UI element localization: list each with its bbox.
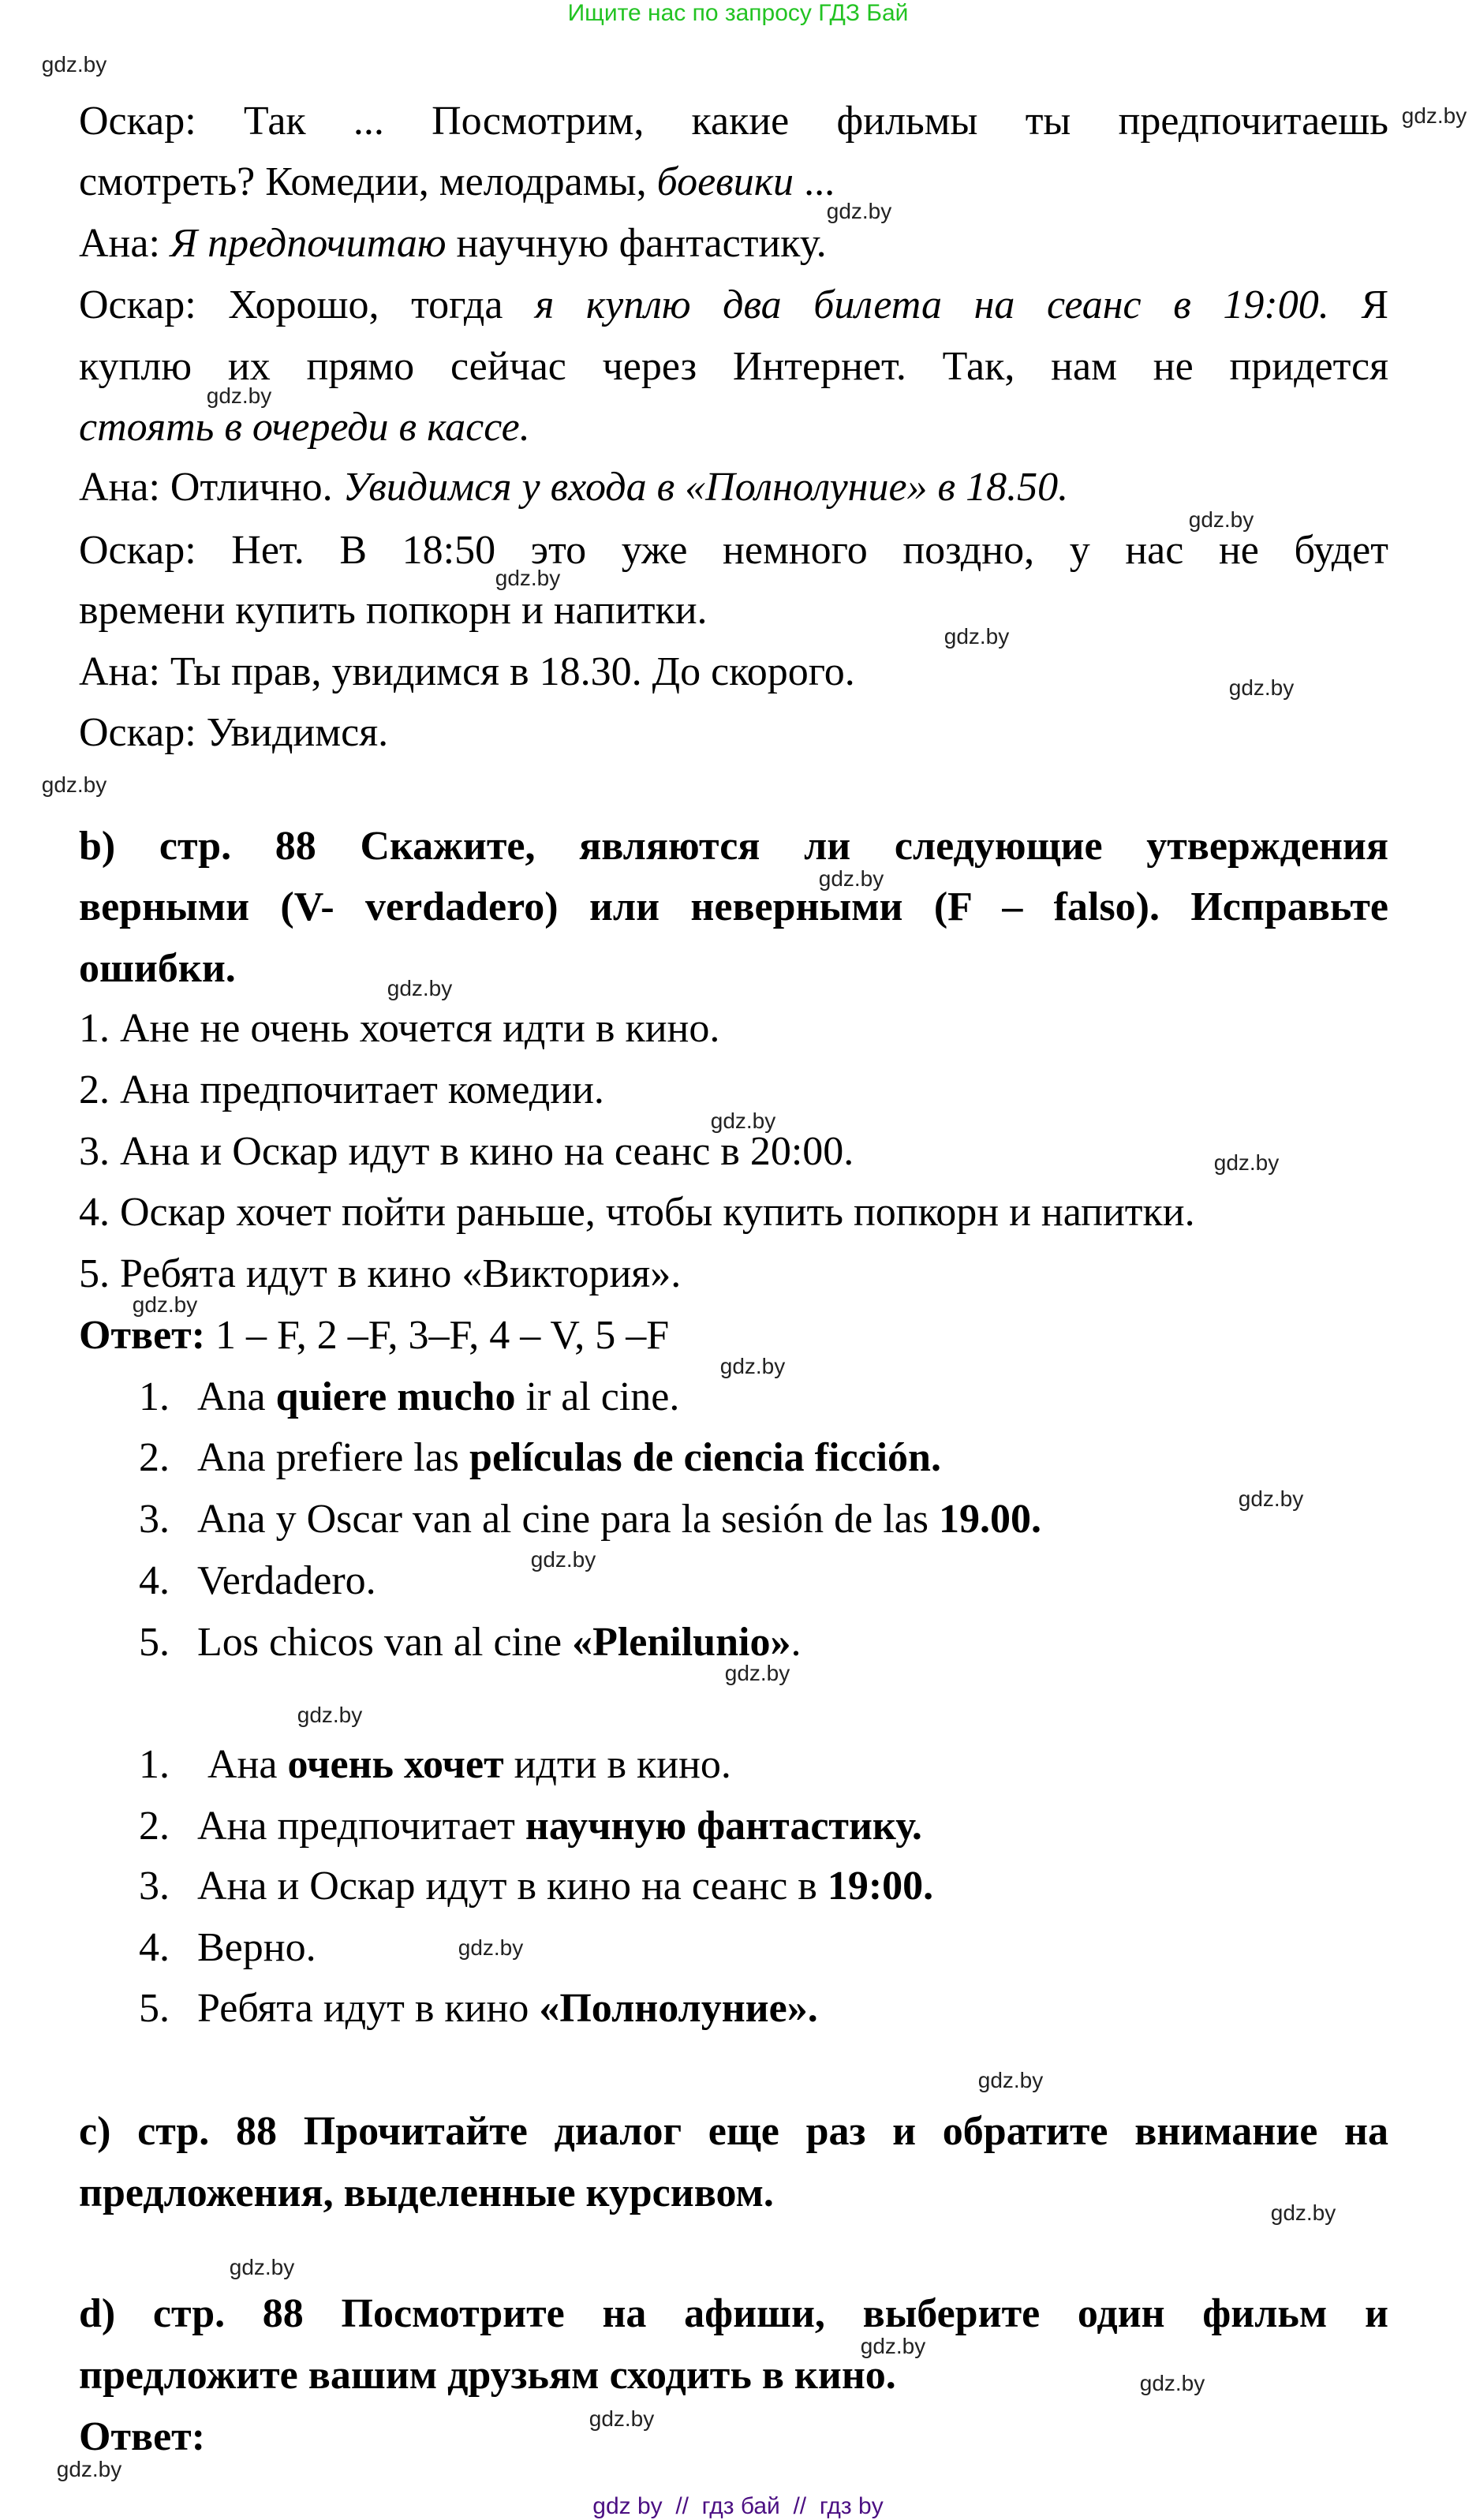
watermark: gdz.by bbox=[229, 2255, 295, 2279]
italic-text: стоять в очереди в кассе. bbox=[79, 405, 530, 450]
watermark: gdz.by bbox=[56, 2457, 122, 2481]
bold-text: películas de ciencia ficción. bbox=[469, 1435, 941, 1480]
bold-text: ошибки. bbox=[79, 946, 236, 991]
text-line bbox=[79, 339, 1388, 394]
watermark: gdz.by bbox=[387, 976, 453, 1000]
text-line bbox=[79, 819, 1388, 874]
text: Верно. bbox=[197, 1925, 316, 1970]
text: Verdadero. bbox=[197, 1558, 376, 1603]
text-line bbox=[79, 705, 1388, 761]
search-banner: Ищите нас по запросу ГДЗ Бай bbox=[567, 0, 909, 26]
text: Ana prefiere las bbox=[197, 1435, 470, 1480]
text: Ана предпочитает bbox=[197, 1804, 525, 1849]
bold-text: научную фантастику. bbox=[525, 1804, 922, 1849]
text-line bbox=[79, 1185, 1388, 1240]
text: Ана: bbox=[79, 221, 170, 266]
watermark: gdz.by bbox=[41, 52, 107, 77]
watermark: gdz.by bbox=[458, 1935, 524, 1960]
text: 2. Ана предпочитает комедии. bbox=[79, 1067, 604, 1112]
text: научную фантастику. bbox=[446, 221, 827, 266]
watermark: gdz.by bbox=[132, 1292, 198, 1317]
bold-text: 19:00. bbox=[827, 1864, 934, 1909]
italic-text: боевики bbox=[656, 159, 794, 204]
list-number: 2. bbox=[139, 1804, 170, 1849]
text: Ana y Oscar van al cine para la sesión de las bbox=[197, 1497, 939, 1542]
text: куплю их прямо сейчас через Интернет. Так, нам не придется bbox=[79, 344, 1388, 389]
text: 4. Оскар хочет пойти раньше, чтобы купить попкорн и напитки. bbox=[79, 1190, 1195, 1235]
watermark: gdz.by bbox=[860, 2334, 926, 2358]
text: Ана: Ты прав, увидимся в 18.30. До скорого. bbox=[79, 649, 855, 694]
list-number: 1. bbox=[139, 1374, 170, 1419]
text-line bbox=[79, 2166, 1388, 2221]
watermark: gdz.by bbox=[710, 1109, 776, 1133]
list-number: 1. bbox=[139, 1742, 170, 1787]
text: Оскар: Так ... Посмотрим, какие фильмы ты предпочитаешь bbox=[79, 99, 1388, 144]
text-line bbox=[79, 94, 1388, 149]
text-line bbox=[79, 1001, 1388, 1056]
list-number: 2. bbox=[139, 1435, 170, 1480]
bold-text: quiere mucho bbox=[275, 1374, 516, 1419]
text-line bbox=[79, 583, 1388, 638]
list-number: 3. bbox=[139, 1497, 170, 1542]
watermark: gdz.by bbox=[495, 566, 561, 590]
list-number: 3. bbox=[139, 1864, 170, 1909]
text-line bbox=[139, 1981, 1385, 2036]
text-line bbox=[139, 1737, 1385, 1793]
text: Ребята идут в кино bbox=[197, 1986, 540, 2031]
text: Ана: Отлично. bbox=[79, 465, 343, 510]
watermark: gdz.by bbox=[297, 1703, 363, 1727]
watermark: gdz.by bbox=[977, 2068, 1044, 2092]
text-line bbox=[139, 1799, 1385, 1854]
text-line bbox=[139, 1492, 1385, 1547]
text-line bbox=[79, 216, 1388, 271]
text: Оскар: Нет. В 18:50 это уже немного поздно, у нас не будет bbox=[79, 528, 1388, 573]
list-number: 5. bbox=[139, 1620, 170, 1665]
watermark: gdz.by bbox=[589, 2406, 655, 2431]
watermark: gdz.by bbox=[826, 199, 892, 223]
italic-text: я куплю два билета на сеанс в 19:00. bbox=[535, 282, 1329, 327]
bold-text: 19.00. bbox=[938, 1497, 1041, 1542]
text: Оскар: Увидимся. bbox=[79, 710, 389, 755]
text: Ana bbox=[197, 1374, 276, 1419]
bold-text: предложения, выделенные курсивом. bbox=[79, 2170, 774, 2215]
bold-text: Ответ: bbox=[79, 1313, 206, 1358]
watermark: gdz.by bbox=[1228, 675, 1295, 700]
watermark: gdz.by bbox=[1213, 1150, 1280, 1175]
watermark: gdz.by bbox=[530, 1547, 596, 1572]
watermark: gdz.by bbox=[1270, 2200, 1336, 2225]
bold-text: Ответ: bbox=[79, 2414, 206, 2459]
watermark: gdz.by bbox=[206, 383, 272, 408]
bold-text: «Полнолуние». bbox=[539, 1986, 818, 2031]
text-line bbox=[79, 2410, 1388, 2465]
text-line bbox=[139, 1554, 1385, 1609]
list-number: 4. bbox=[139, 1925, 170, 1970]
watermark: gdz.by bbox=[944, 624, 1010, 649]
text-line bbox=[139, 1859, 1385, 1914]
watermark: gdz.by bbox=[818, 866, 884, 891]
text-line bbox=[79, 155, 1388, 210]
text: времени купить попкорн и напитки. bbox=[79, 588, 708, 633]
watermark: gdz.by bbox=[41, 772, 107, 797]
watermark: gdz.by bbox=[1188, 507, 1254, 532]
bold-text: «Plenilunio» bbox=[572, 1620, 791, 1665]
watermark: gdz.by bbox=[1238, 1486, 1304, 1511]
text-line bbox=[79, 880, 1388, 935]
text-line bbox=[79, 278, 1388, 333]
text-line bbox=[139, 1920, 1385, 1976]
text: Ана и Оскар идут в кино на сеанс в bbox=[197, 1864, 828, 1909]
text-line bbox=[79, 645, 1388, 700]
text: 1. Ане не очень хочется идти в кино. bbox=[79, 1006, 720, 1051]
text: смотреть? Комедии, мелодрамы, bbox=[79, 159, 657, 204]
italic-text: Я предпочитаю bbox=[170, 221, 447, 266]
text: ... bbox=[794, 159, 835, 204]
list-number: 4. bbox=[139, 1558, 170, 1603]
text: Оскар: Хорошо, тогда bbox=[79, 282, 536, 327]
text-line bbox=[139, 1430, 1385, 1486]
text: ir al cine. bbox=[515, 1374, 680, 1419]
bold-text: очень хочет bbox=[287, 1742, 504, 1787]
text: 5. Ребята идут в кино «Виктория». bbox=[79, 1251, 682, 1296]
text: . bbox=[790, 1620, 802, 1665]
text-line bbox=[79, 2286, 1388, 2342]
watermark: gdz.by bbox=[719, 1354, 786, 1378]
text: 1 – F, 2 –F, 3–F, 4 – V, 5 –F bbox=[205, 1313, 670, 1358]
text-line bbox=[79, 941, 1388, 996]
italic-text: Увидимся у входа в «Полнолуние» в 18.50. bbox=[342, 465, 1069, 510]
text-line bbox=[79, 2104, 1388, 2159]
bold-text: верными (V- verdadero) или неверными (F – falso). Исправьте bbox=[79, 884, 1388, 929]
bold-text: c) стр. 88 Прочитайте диалог еще раз и обратите внимание на bbox=[79, 2109, 1388, 2154]
text: Я bbox=[1328, 282, 1388, 327]
watermark: gdz.by bbox=[1401, 103, 1467, 128]
bold-text: d) стр. 88 Посмотрите на афиши, выберите один фильм и bbox=[79, 2291, 1388, 2336]
text: Ана bbox=[197, 1742, 288, 1787]
text: 3. Ана и Оскар идут в кино на сеанс в 20:00. bbox=[79, 1129, 854, 1174]
text-line bbox=[79, 1247, 1388, 1302]
text-line bbox=[79, 400, 1388, 455]
list-number: 5. bbox=[139, 1986, 170, 2031]
bold-text: b) стр. 88 Скажите, являются ли следующие утверждения bbox=[79, 824, 1388, 869]
watermark: gdz.by bbox=[724, 1661, 790, 1685]
text: идти в кино. bbox=[503, 1742, 731, 1787]
text: Los chicos van al cine bbox=[197, 1620, 573, 1665]
bold-text: предложите вашим друзьям сходить в кино. bbox=[79, 2353, 896, 2398]
footer-links[interactable]: gdz by // гдз бай // гдз by bbox=[592, 2493, 884, 2519]
watermark: gdz.by bbox=[1139, 2371, 1205, 2395]
